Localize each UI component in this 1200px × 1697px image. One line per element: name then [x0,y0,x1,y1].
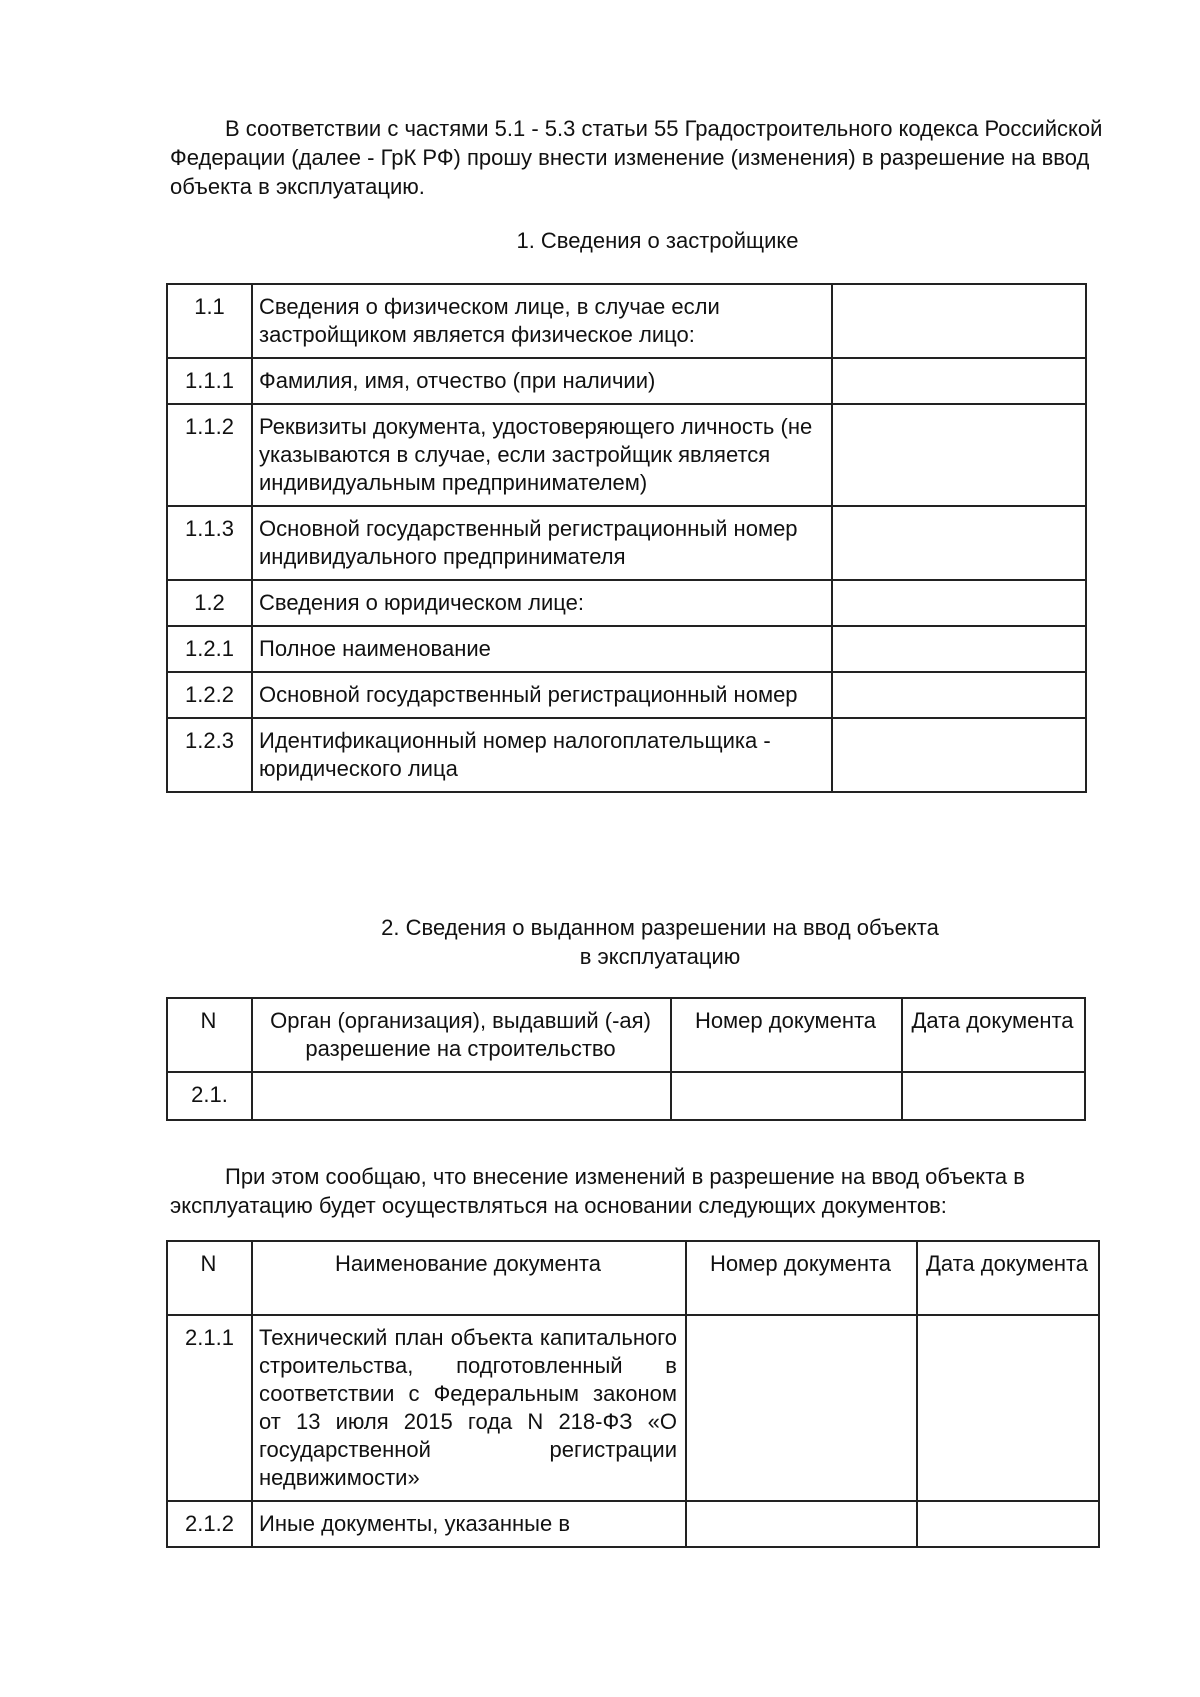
row-label: Основной государственный регистрационный номер индивидуального предпринимателя [252,506,832,580]
document-name: Технический план объекта капитального строительства, подготовленный в соответствии с Федеральным законом от 13 июля 2015 года N 218-ФЗ «О государственной регистрации недвижимости» [252,1315,686,1501]
row-label: Сведения о физическом лице, в случае если застройщиком является физическое лицо: [252,284,832,358]
table-row [167,358,1086,404]
row-value-field[interactable] [832,580,1086,626]
row-number: 1.1.3 [167,506,252,580]
section-2-title-line-1: 2. Сведения о выданном разрешении на ввод объекта [381,915,939,940]
row-label: Реквизиты документа, удостоверяющего личность (не указываются в случае, если застройщик является индивидуальным предпринимателем) [252,404,832,506]
table-row [167,1315,1099,1501]
row-label: Сведения о юридическом лице: [252,580,832,626]
row-value-field[interactable] [832,284,1086,358]
header-document-date: Дата документа [917,1241,1099,1315]
row-number: 2.1. [167,1072,252,1120]
row-label: Полное наименование [252,626,832,672]
document-number-field[interactable] [686,1315,917,1501]
issuing-authority-field[interactable] [252,1072,671,1120]
row-value-field[interactable] [832,404,1086,506]
row-label: Фамилия, имя, отчество (при наличии) [252,358,832,404]
row-number: 2.1.1 [167,1315,252,1501]
basis-documents-table [166,1240,1100,1548]
document-number-field[interactable] [671,1072,902,1120]
row-value-field[interactable] [832,506,1086,580]
table-header-row [167,1241,1099,1315]
issued-permit-table [166,997,1086,1121]
row-value-field[interactable] [832,718,1086,792]
table-row [167,404,1086,506]
table-row [167,672,1086,718]
header-document-name: Наименование документа [252,1241,686,1315]
row-number: 1.1.1 [167,358,252,404]
row-value-field[interactable] [832,672,1086,718]
row-label: Идентификационный номер налогоплательщика - юридического лица [252,718,832,792]
document-number-field[interactable] [686,1501,917,1547]
section-1-title: 1. Сведения о застройщике [516,228,799,253]
table-row [167,284,1086,358]
row-number: 1.1.2 [167,404,252,506]
header-document-date: Дата документа [902,998,1085,1072]
table-row [167,626,1086,672]
header-number: N [167,1241,252,1315]
table-row [167,506,1086,580]
document-date-field[interactable] [902,1072,1085,1120]
row-number: 1.1 [167,284,252,358]
table-row [167,1501,1099,1547]
row-label: Основной государственный регистрационный номер [252,672,832,718]
table-row [167,1072,1085,1120]
section-2-title-line-2: в эксплуатацию [579,944,741,969]
table-row [167,580,1086,626]
document-date-field[interactable] [917,1501,1099,1547]
row-number: 1.2.3 [167,718,252,792]
header-number: N [167,998,252,1072]
row-value-field[interactable] [832,358,1086,404]
row-number: 1.2.2 [167,672,252,718]
developer-info-table [166,283,1087,793]
table-header-row [167,998,1085,1072]
table-row [167,718,1086,792]
intro-paragraph: В соответствии с частями 5.1 - 5.3 статьи 55 Градостроительного кодекса Российской Федерации (далее - ГрК РФ) прошу внести изменение (изменения) в разрешение на ввод объекта в эксплуатацию. [170,116,1103,199]
document-name: Иные документы, указанные в [252,1501,686,1547]
header-document-number: Номер документа [686,1241,917,1315]
document-date-field[interactable] [917,1315,1099,1501]
row-number: 1.2.1 [167,626,252,672]
basis-documents-paragraph: При этом сообщаю, что внесение изменений в разрешение на ввод объекта в эксплуатацию будет осуществляться на основании следующих документов: [170,1164,1025,1218]
row-number: 1.2 [167,580,252,626]
section-2-title [330,913,990,971]
row-value-field[interactable] [832,626,1086,672]
row-number: 2.1.2 [167,1501,252,1547]
header-issuing-authority: Орган (организация), выдавший (-ая) разрешение на строительство [252,998,671,1072]
header-document-number: Номер документа [671,998,902,1072]
